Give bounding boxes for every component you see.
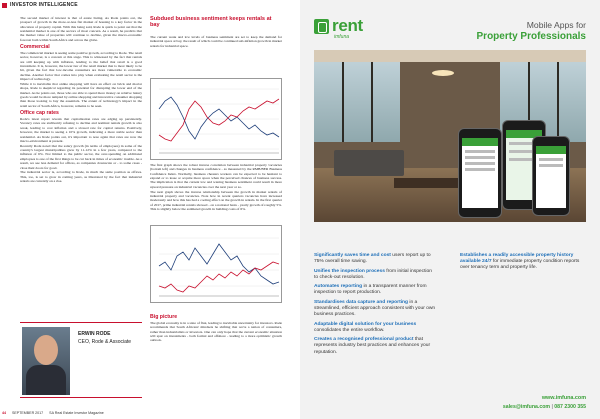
article-column-1: [20, 16, 142, 266]
tag-square: [2, 3, 7, 8]
ad-headline-1: Mobile Apps for: [526, 20, 586, 30]
feature-item: Standardises data capture and reporting in a streamlined, efficient approach consistent with your own business practices.: [314, 299, 436, 318]
phone-1: [458, 128, 502, 218]
author-photo: [22, 327, 70, 395]
rent-logo: [314, 16, 363, 40]
col2-heading: Subdued business sentiment keeps rentals at bay: [150, 16, 272, 29]
rent-logo-word: rent: [332, 16, 363, 35]
contact-email[interactable]: sales@imfuna.com: [502, 404, 550, 410]
col2-paragraph-2: The first graph shows the robust inverse correlation between industrial property vacancies (bottom left) and changes in business confidence - as measured by the RMB/BER Business Confidence Index. Normally, business cheaters workers can be expected to be hesitant to expand or to lease or acquire more space when the perceived chances of business success. The implication is that the current low and waning business sentiment could result in more upward pressure on industrial vacancies over the next year or so.: [150, 163, 282, 189]
publication-name: SA Real Estate Investor Magazine: [49, 411, 104, 415]
section-tag: [2, 2, 78, 8]
section-tag-label: INVESTOR INTELLIGENCE: [10, 2, 78, 8]
feature-item: Establishes a readily accessible property history available 24/7 for immediate property condition reports over tenancy term and property life.: [460, 253, 580, 271]
chart-2-line-a: [159, 244, 279, 284]
article-column-2-top: [150, 35, 282, 49]
page-number: 44: [2, 411, 6, 415]
ad-headline-2: Property Professionals: [476, 31, 586, 42]
commercial-paragraph-2: While it is inevitable that online shopping will have an effect on brick and mortar shops, Rode is skeptical regarding its potential for disrupting the lower end of the market. As he points out, those who are able to spend more money on relative luxury goods would be more tempted by online shopping and innovative consumer shopping than those looking to buy the essentials. The extent of technology's impact in the retail sector of South Africa, however, remains to be seen.: [20, 82, 142, 108]
author-shirt: [26, 365, 66, 395]
chart-2-svg: [151, 226, 283, 304]
author-role: CEO, Rode & Associate: [78, 339, 132, 345]
window-left: [314, 50, 400, 142]
big-picture-paragraph: The global economy is in a state of flux, leading to inevitable uncertainty for investors. Rode recommends that South Africans' mindsets be shifting that we're a nation of consumers, rather than industrialists or investors. One can only hope that the current economic situation will spur on investments - both formal and offshore - leading to a more optimistic growth outlook.: [150, 321, 282, 343]
phone-3: [532, 136, 570, 216]
ceiling: [314, 50, 586, 62]
author-name: ERWIN RODE: [78, 331, 111, 337]
intro-paragraph: The second market of interest is that of estate listing. As Rode points out, the prospect of growth in the more-or-less flat market of housing is a key factor in the allocation of property capital. With this being said, Rode is quick to point out that the residential market is one of the sectors of most concern. As a result, he predicts that the market value of properties will continue to decline, given the macro-economic forecast both within South Africa and across the globe.: [20, 16, 142, 42]
chart-rentals-vacancies: [150, 225, 282, 303]
chart-2-line-b: [159, 262, 279, 292]
col2-paragraph-1: The current weak and low levels of business sentiment are set to keep the demand for industrial space at bay, the result of which could be continued sub-inflation growth in market rentals for industrial space.: [150, 35, 282, 48]
office-paragraph-2: Recently Rode noted that the salary growth (in terms of employees) in some of the country's largest municipalities grew by 11-12% in a few years, compared to the inflation of 6%. Not limited to the public sector, the over-spending on additional employees is one of the first things to be cut back in times of economic trouble. As a result, we see less demand for offices, as companies downscale or - to some cases - close their doors for good.: [20, 143, 142, 170]
issue-date: SEPTEMBER 2017: [12, 411, 44, 415]
right-page-advert: [300, 0, 600, 419]
commercial-heading: Commercial: [20, 44, 50, 51]
rent-logo-icon: [314, 19, 329, 34]
feature-item: Creates a recognised professional product that represents industry best practices and enhances your reputation.: [314, 337, 431, 355]
phone-mockups: [422, 110, 572, 235]
office-heading: Office cap rates: [20, 110, 59, 117]
features-left: [314, 253, 436, 359]
chart-1-svg: [151, 79, 283, 161]
author-face: [34, 335, 58, 365]
website-link[interactable]: www.imfuna.com: [541, 395, 586, 401]
feature-item: Automates reporting in a transparent manner from inspection to report production.: [314, 284, 427, 296]
author-box: [20, 322, 142, 398]
ceiling-lamp: [432, 70, 454, 76]
office-paragraph: Rode's latest report reveals that capitalisation rates are edging up persistently. Vacancy rates are stubbornly refusing to decline and nominal rentals growth is also weak, leading to cost inflation and a slowed rate for capital returns. Positively, however, the market is seeing a 10% growth, indicating a more stable sector than residential. As Rode points out, it's important to note again that rates are now the macro-environment at present.: [20, 117, 142, 143]
sofa-left: [334, 150, 404, 176]
features-right: [460, 253, 586, 275]
feature-item: Significantly saves time and cost users report up to 75% overall time saving.: [314, 253, 431, 265]
col2-paragraph-3: The next graph shows the inverse relationship between the growth in market rentals of industrial property and vacancies. Note how in recent quarters vacancies have increased moderately and how this has had a cooling effect on the growth in rentals. In the first quarter of 2017, prime industrial rentals showed - on a national basis - yearly growth of roughly 5%. This is slightly below the estimated growth in building costs of 6%.: [150, 189, 282, 212]
imfuna-sub-logo: imfuna: [334, 34, 350, 40]
chart-business-confidence: [150, 78, 282, 160]
page-footer: [2, 411, 104, 415]
article-column-2-mid: [150, 163, 282, 212]
article-column-2-bottom: [150, 312, 282, 343]
commercial-paragraph: The commercial market is seeing some positive growth, according to Rode. The retail sector, however, is a concern at this stage. This is witnessed by the fact that rentals are still keeping up with inflation, lending to the belief that retail is a good investment. It is, however, the lower tier of the retail market that is most likely to be hit, given the fact that low-income consumers are more vulnerable to economic decline. Another factor that comes into play when evaluating the retail sector is the impact of technology.: [20, 51, 142, 82]
contact-line: [503, 404, 586, 410]
feature-item: Unifies the inspection process from initial inspection to check-out resolution.: [314, 268, 432, 280]
office-paragraph-3: The industrial sector is, according to Rode, in much the same position as offices. This, too, is set to grow in coming years, as illustrated by the fact that industrial rentals are currently on a rise.: [20, 170, 142, 184]
contact-separator: |: [551, 404, 553, 410]
contact-phone: 087 2300 355: [554, 404, 586, 410]
big-picture-heading: Big picture: [150, 314, 178, 320]
feature-item: Adaptable digital solution for your business consolidates the entire workflow.: [314, 321, 417, 333]
